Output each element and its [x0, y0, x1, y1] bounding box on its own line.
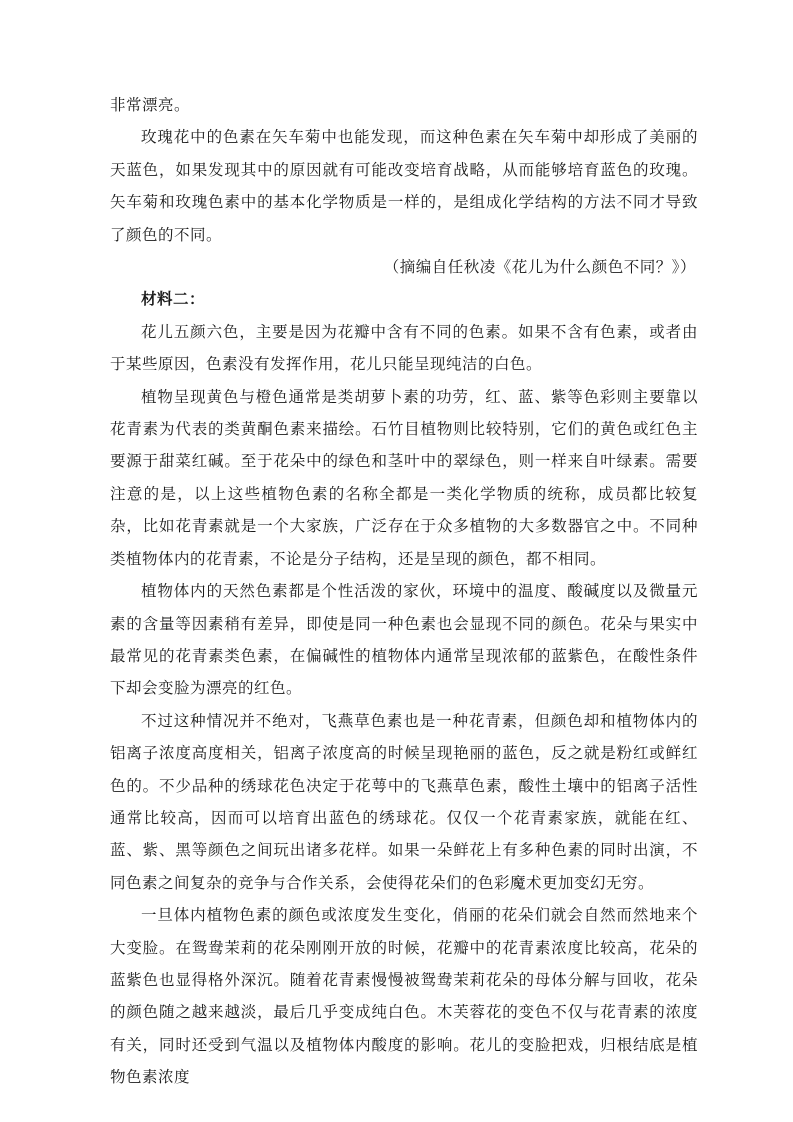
paragraph-color-change: 一旦体内植物色素的颜色或浓度发生变化，俏丽的花朵们就会自然而然地来个大变脸。在鸳鸯茉莉的花朵刚刚开放的时候，花瓣中的花青素浓度比较高，花朵的蓝紫色也显得格外深沉。随着花青素慢慢被鸳鸯茉莉花朵的母体分解与回收，花朵的颜色随之越来越淡，最后几乎变成纯白色。木芙蓉花的变色不仅与花青素的浓度有关，同时还受到气温以及植物体内酸度的影响。花儿的变脸把戏，归根结底是植物色素浓度	[110, 906, 698, 1087]
paragraph-rose-cornflower: 玫瑰花中的色素在矢车菊中也能发现，而这种色素在矢车菊中却形成了美丽的天蓝色，如果发现其中的原因就有可能改变培育战略，从而能够培育蓝色的玫瑰。矢车菊和玫瑰色素中的基本化学物质是一样的，是组成化学结构的方法不同才导致了颜色的不同。	[110, 128, 698, 244]
paragraph-pigments-intro: 花儿五颜六色，主要是因为花瓣中含有不同的色素。如果不含有色素，或者由于某些原因，色素没有发挥作用，花儿只能呈现纯洁的白色。	[110, 322, 698, 374]
source-citation: （摘编自任秋凌《花儿为什么颜色不同？》）	[383, 258, 696, 277]
paragraph-continuation: 非常漂亮。	[110, 96, 191, 114]
document-page	[110, 89, 698, 1094]
paragraph-pigment-environment: 植物体内的天然色素都是个性活泼的家伙，环境中的温度、酸碱度以及微量元素的含量等因素稍有差异，即使是同一种色素也会显现不同的颜色。花朵与果实中最常见的花青素类色素，在偏碱性的植物体内通常呈现浓郁的蓝紫色，在酸性条件下却会变脸为漂亮的红色。	[110, 582, 698, 698]
paragraph-pigment-types: 植物呈现黄色与橙色通常是类胡萝卜素的功劳，红、蓝、紫等色彩则主要靠以花青素为代表的类黄酮色素来描绘。石竹目植物则比较特别，它们的黄色或红色主要源于甜菜红碱。至于花朵中的绿色和茎叶中的翠绿色，则一样来自叶绿素。需要注意的是，以上这些植物色素的名称全都是一类化学物质的统称，成员都比较复杂，比如花青素就是一个大家族，广泛存在于众多植物的大多数器官之中。不同种类植物体内的花青素，不论是分子结构，还是呈现的颜色，都不相同。	[110, 387, 698, 568]
paragraph-delphinidin: 不过这种情况并不绝对，飞燕草色素也是一种花青素，但颜色却和植物体内的铝离子浓度高度相关，铝离子浓度高的时候呈现艳丽的蓝色，反之就是粉红或鲜红色的。不少品种的绣球花色决定于花萼中的飞燕草色素，酸性土壤中的铝离子活性通常比较高，因而可以培育出蓝色的绣球花。仅仅一个花青素家族，就能在红、蓝、紫、黑等颜色之间玩出诸多花样。如果一朵鲜花上有多种色素的同时出演，不同色素之间复杂的竞争与合作关系，会使得花朵们的色彩魔术更加变幻无穷。	[110, 711, 698, 892]
material-two-heading: 材料二：	[141, 289, 206, 309]
